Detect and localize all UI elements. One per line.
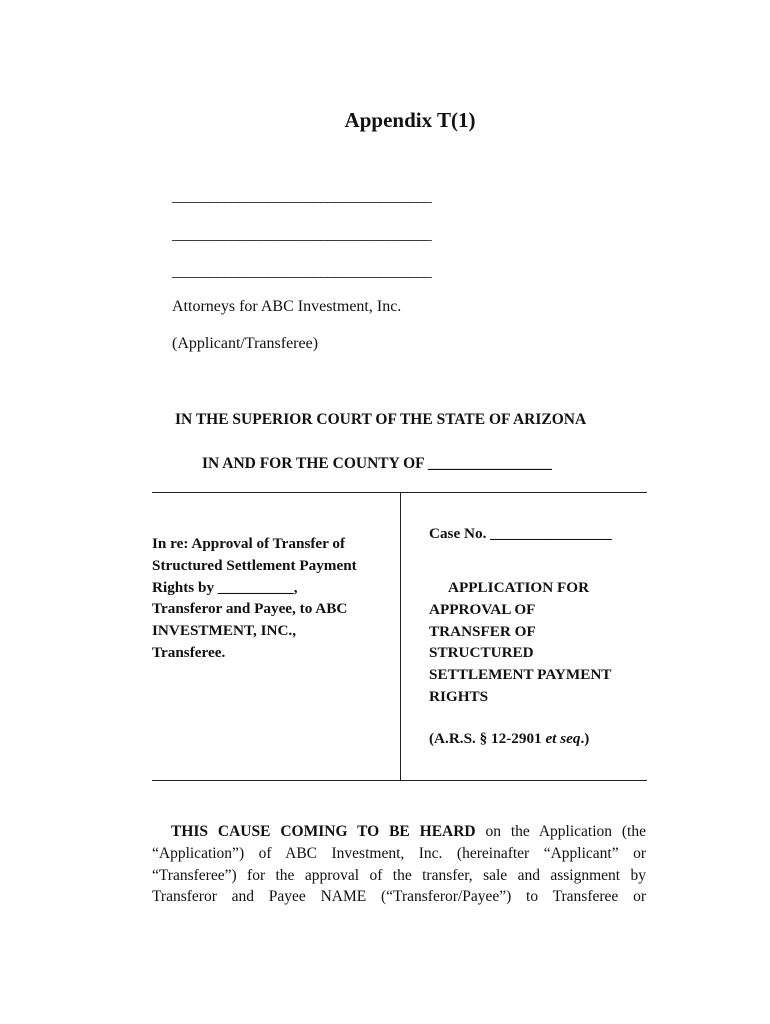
caption-line: Structured Settlement Payment <box>152 556 357 574</box>
caption-line: INVESTMENT, INC., <box>152 622 297 640</box>
caption-line: In re: Approval of Transfer of <box>152 535 346 552</box>
body-lead: THIS CAUSE COMING TO BE HEARD <box>171 823 476 840</box>
statute-suffix: .) <box>580 730 590 747</box>
case-number: Case No. ________________ <box>429 525 612 542</box>
signature-line-2: ___________________________________ <box>172 226 432 243</box>
appendix-title: Appendix T(1) <box>344 108 476 132</box>
application-title-line: STRUCTURED <box>429 644 534 662</box>
court-heading-1: IN THE SUPERIOR COURT OF THE STATE OF ARIZONA <box>175 411 587 428</box>
case-caption-parties <box>152 533 394 664</box>
application-title-line: TRANSFER OF <box>429 622 536 640</box>
application-title <box>429 577 649 708</box>
application-title-line: APPLICATION FOR <box>448 579 590 596</box>
body-line-1 <box>152 821 646 843</box>
body-paragraph <box>152 821 646 908</box>
statute-prefix: (A.R.S. § 12-2901 <box>429 730 546 747</box>
body-line-2: “Application”) of ABC Investment, Inc. (hereinafter “Applicant” or <box>152 844 646 862</box>
application-title-line: SETTLEMENT PAYMENT <box>429 666 612 684</box>
statute-et-seq: et seq <box>545 730 581 747</box>
signature-line-1: ___________________________________ <box>172 188 432 205</box>
caption-line: Rights by __________, <box>152 578 298 596</box>
attorneys-line: Attorneys for ABC Investment, Inc. <box>172 298 402 315</box>
application-title-line: APPROVAL OF <box>429 600 536 618</box>
caption-line: Transferor and Payee, to ABC <box>152 600 348 618</box>
signature-line-3: ___________________________________ <box>172 263 432 280</box>
role-line: (Applicant/Transferee) <box>172 335 319 352</box>
body-line-1-rest: on the Application (the <box>475 823 646 840</box>
body-line-3: “Transferee”) for the approval of the transfer, sale and assignment by <box>152 866 646 884</box>
caption-divider <box>400 492 401 781</box>
statute-citation <box>429 730 589 748</box>
caption-line: Transferee. <box>152 643 226 661</box>
court-heading-2: IN AND FOR THE COUNTY OF ________________ <box>202 455 552 472</box>
body-line-4: Transferor and Payee NAME (“Transferor/Payee”) to Transferee or <box>152 888 646 906</box>
caption-bottom-rule <box>152 780 647 781</box>
application-title-line: RIGHTS <box>429 687 489 705</box>
